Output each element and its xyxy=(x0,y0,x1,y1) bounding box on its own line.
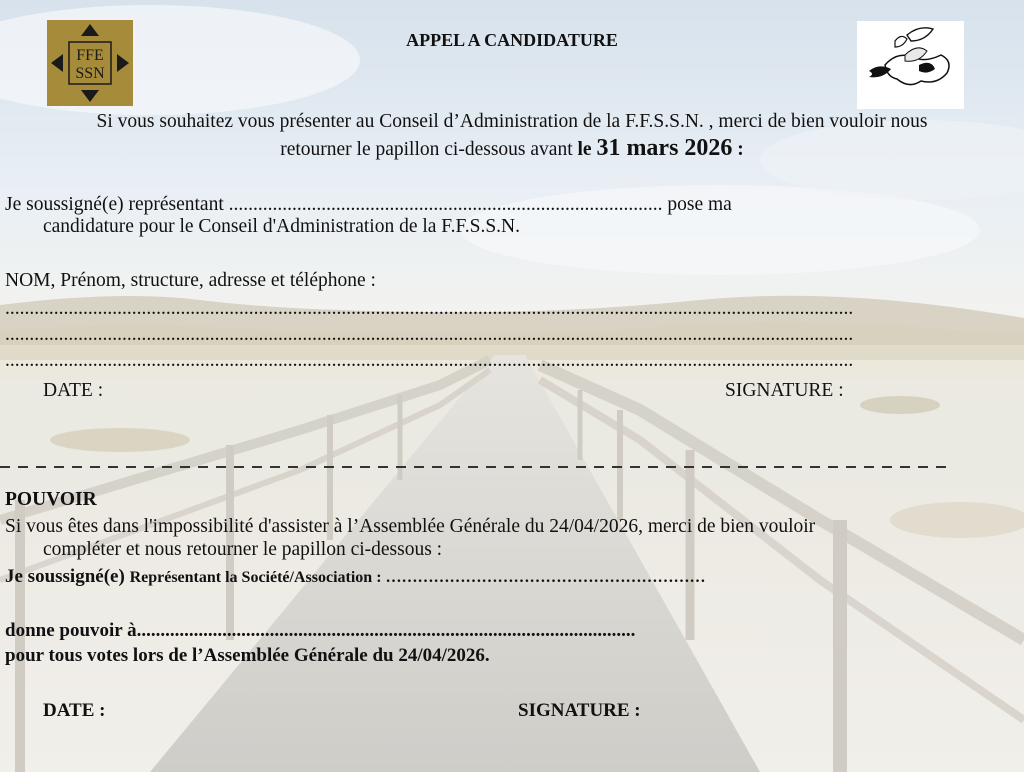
pouvoir-donne-line: donne pouvoir à......................................................................................................... xyxy=(5,620,636,641)
nom-dotted-line-2[interactable]: .............................................................................................................................................................................. xyxy=(5,324,854,345)
pouvoir-votes-line: pour tous votes lors de l’Assemblée Générale du 24/04/2026. xyxy=(5,645,490,666)
nom-label: NOM, Prénom, structure, adresse et téléphone : xyxy=(5,270,376,291)
cut-line-divider xyxy=(0,466,950,468)
page-title: APPEL A CANDIDATURE xyxy=(406,30,618,50)
pouvoir-representant: Représentant la Société/Association : …………………………………………………… xyxy=(129,569,706,586)
pouvoir-line-2: compléter et nous retourner le papillon ci-dessous : xyxy=(43,539,443,560)
intro-line-2-text: retourner le papillon ci-dessous avant xyxy=(280,139,578,160)
intro-line-2 xyxy=(0,135,1024,162)
nom-dotted-line-3[interactable]: .............................................................................................................................................................................. xyxy=(5,350,854,371)
candidature-signature-label: SIGNATURE : xyxy=(725,380,844,401)
pouvoir-soussigne-line xyxy=(5,566,706,588)
candidature-date-label: DATE : xyxy=(43,380,104,401)
candidature-line-2: candidature pour le Conseil d'Administration de la F.F.S.S.N. xyxy=(43,216,521,237)
intro-line-1: Si vous souhaitez vous présenter au Conseil d’Administration de la F.F.S.S.N. , merci de bien vouloir nous xyxy=(96,111,928,132)
pouvoir-soussigne-prefix: Je soussigné(e) xyxy=(5,566,130,587)
deadline-date: 31 mars 2026 xyxy=(596,135,733,161)
nom-dotted-line-1[interactable]: .............................................................................................................................................................................. xyxy=(5,298,854,319)
svg-text:SSN: SSN xyxy=(75,65,105,82)
pouvoir-heading: POUVOIR xyxy=(5,489,97,510)
pouvoir-date-label: DATE : xyxy=(43,700,106,721)
pouvoir-line-1: Si vous êtes dans l'impossibilité d'assister à l’Assemblée Générale du 24/04/2026, merci de bien vouloir xyxy=(5,516,816,537)
svg-text:FFE: FFE xyxy=(76,47,104,64)
candidature-line-1: Je soussigné(e) représentant ......................................................................................... pose ma xyxy=(5,194,732,215)
intro-line-2-suffix: : xyxy=(732,139,744,160)
intro-line-2-bold: le xyxy=(577,139,597,160)
pouvoir-signature-label: SIGNATURE : xyxy=(518,700,641,721)
